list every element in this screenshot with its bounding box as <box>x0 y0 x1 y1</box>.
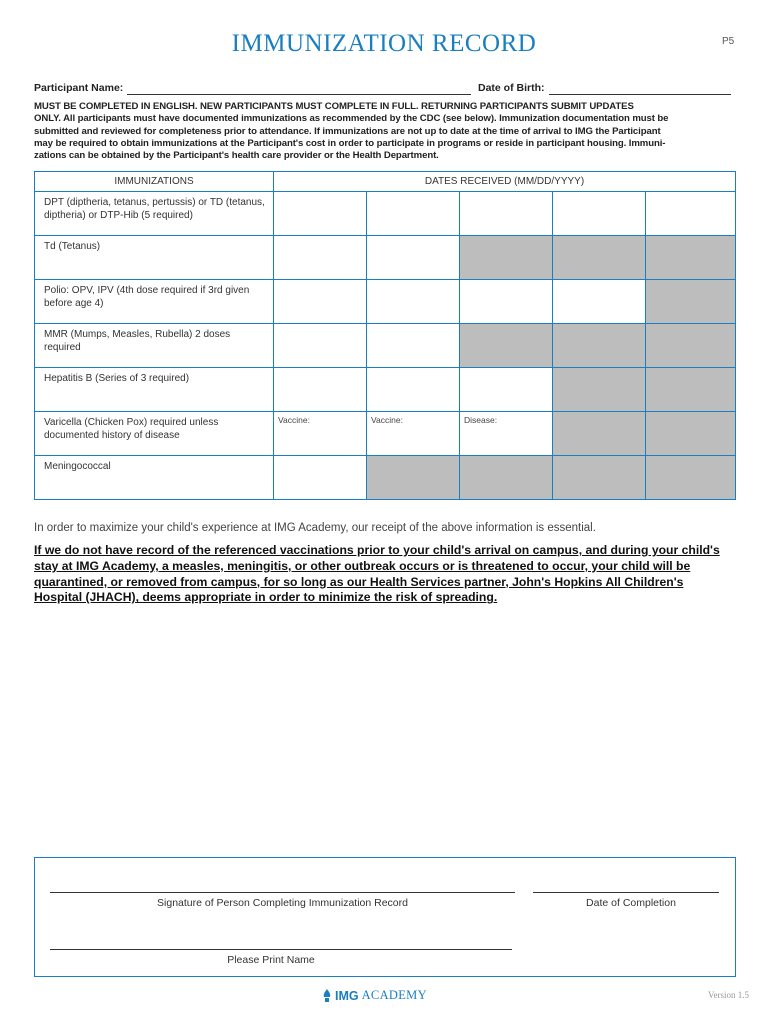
shaded-cell <box>367 456 460 500</box>
table-row <box>35 324 736 368</box>
print-name-label: Please Print Name <box>227 954 315 966</box>
print-name-field[interactable] <box>50 936 512 950</box>
shaded-cell <box>646 456 736 500</box>
shaded-cell <box>553 236 646 280</box>
date-cell[interactable] <box>274 324 367 368</box>
shaded-cell <box>646 280 736 324</box>
date-cell[interactable] <box>553 280 646 324</box>
shaded-cell <box>646 412 736 456</box>
quarantine-warning <box>34 543 734 606</box>
shaded-cell <box>553 368 646 412</box>
immunizations-header: IMMUNIZATIONS <box>35 172 274 192</box>
dates-received-header: DATES RECEIVED (MM/DD/YYYY) <box>274 172 736 192</box>
date-cell[interactable] <box>460 412 553 456</box>
page-code: P5 <box>722 36 735 47</box>
date-of-completion-label: Date of Completion <box>586 897 676 909</box>
date-cell[interactable] <box>367 368 460 412</box>
warning-line: Hospital (JHACH), deems appropriate in order to minimize the risk of spreading. <box>34 590 498 605</box>
date-cell[interactable] <box>646 192 736 236</box>
shaded-cell <box>460 236 553 280</box>
participant-name-label: Participant Name: <box>34 82 124 94</box>
date-cell[interactable] <box>367 236 460 280</box>
vaccine-name: Varicella (Chicken Pox) required unless documented history of disease <box>35 412 274 456</box>
vaccine-name: Td (Tetanus) <box>35 236 274 280</box>
date-cell[interactable] <box>274 280 367 324</box>
vaccine-name: Polio: OPV, IPV (4th dose required if 3rd given before age 4) <box>35 280 274 324</box>
table-row <box>35 236 736 280</box>
dob-field[interactable] <box>549 82 731 95</box>
date-of-completion-field[interactable] <box>533 879 719 893</box>
torch-icon <box>322 989 332 1002</box>
date-cell[interactable] <box>367 324 460 368</box>
info-note: In order to maximize your child's experience at IMG Academy, our receipt of the above information is essential. <box>34 522 596 534</box>
vaccine-name: MMR (Mumps, Measles, Rubella) 2 doses required <box>35 324 274 368</box>
date-cell[interactable] <box>553 192 646 236</box>
date-cell[interactable] <box>460 368 553 412</box>
date-cell[interactable] <box>274 192 367 236</box>
table-row <box>35 280 736 324</box>
date-cell[interactable] <box>274 368 367 412</box>
date-cell[interactable] <box>274 412 367 456</box>
table-row <box>35 368 736 412</box>
instruction-line: submitted and reviewed for completeness prior to attendance. If immunizations are not up to date at the time of arrival to IMG the Participant <box>34 125 661 137</box>
vaccine-note: Vaccine: <box>278 415 310 425</box>
participant-name-field[interactable] <box>127 82 471 95</box>
warning-line: stay at IMG Academy, a measles, meningitis, or other outbreak occurs or is threatened to occur, your child will be <box>34 558 691 573</box>
instruction-line: may be required to obtain immunizations at the Participant's cost in order to participate in programs or reside in participant housing. Immuni- <box>34 137 666 149</box>
shaded-cell <box>646 236 736 280</box>
date-cell[interactable] <box>274 456 367 500</box>
warning-line: quarantined, or removed from campus, for so long as our Health Services partner, John's Hopkins All Children's <box>34 574 684 589</box>
version-label: Version 1.5 <box>708 990 749 1000</box>
shaded-cell <box>553 456 646 500</box>
date-cell[interactable] <box>460 280 553 324</box>
instruction-line: zations can be obtained by the Participant's health care provider or the Health Department. <box>34 150 439 162</box>
warning-line: If we do not have record of the referenced vaccinations prior to your child's arrival on campus, and during your child's <box>34 543 720 557</box>
shaded-cell <box>553 324 646 368</box>
table-row <box>35 412 736 456</box>
shaded-cell <box>460 456 553 500</box>
table-row <box>35 456 736 500</box>
shaded-cell <box>460 324 553 368</box>
vaccine-name: Meningococcal <box>35 456 274 500</box>
vaccine-name: DPT (diptheria, tetanus, pertussis) or TD (tetanus, diptheria) or DTP-Hib (5 required) <box>35 192 274 236</box>
vaccine-note: Vaccine: <box>371 415 403 425</box>
shaded-cell <box>553 412 646 456</box>
immunization-table <box>34 171 736 500</box>
instructions <box>34 101 734 162</box>
dob-label: Date of Birth: <box>478 82 545 94</box>
date-cell[interactable] <box>460 192 553 236</box>
vaccine-name: Hepatitis B (Series of 3 required) <box>35 368 274 412</box>
date-cell[interactable] <box>274 236 367 280</box>
signature-box <box>34 857 736 977</box>
logo-academy-text: ACADEMY <box>361 988 427 1002</box>
date-cell[interactable] <box>367 280 460 324</box>
date-cell[interactable] <box>367 192 460 236</box>
shaded-cell <box>646 368 736 412</box>
instruction-line: ONLY. All participants must have documented immunizations as recommended by the CDC (see below). Immunization documentation must be <box>34 113 669 125</box>
img-academy-logo <box>322 988 427 1003</box>
instruction-line: MUST BE COMPLETED IN ENGLISH. NEW PARTICIPANTS MUST COMPLETE IN FULL. RETURNING PARTICIPANTS SUBMIT UPDATES <box>34 101 634 112</box>
page-title: IMMUNIZATION RECORD <box>231 30 537 57</box>
shaded-cell <box>646 324 736 368</box>
signature-label: Signature of Person Completing Immunization Record <box>157 897 408 909</box>
table-row <box>35 192 736 236</box>
date-cell[interactable] <box>367 412 460 456</box>
logo-img-text: IMG <box>335 988 359 1003</box>
signature-field[interactable] <box>50 879 515 893</box>
disease-note: Disease: <box>464 415 498 425</box>
